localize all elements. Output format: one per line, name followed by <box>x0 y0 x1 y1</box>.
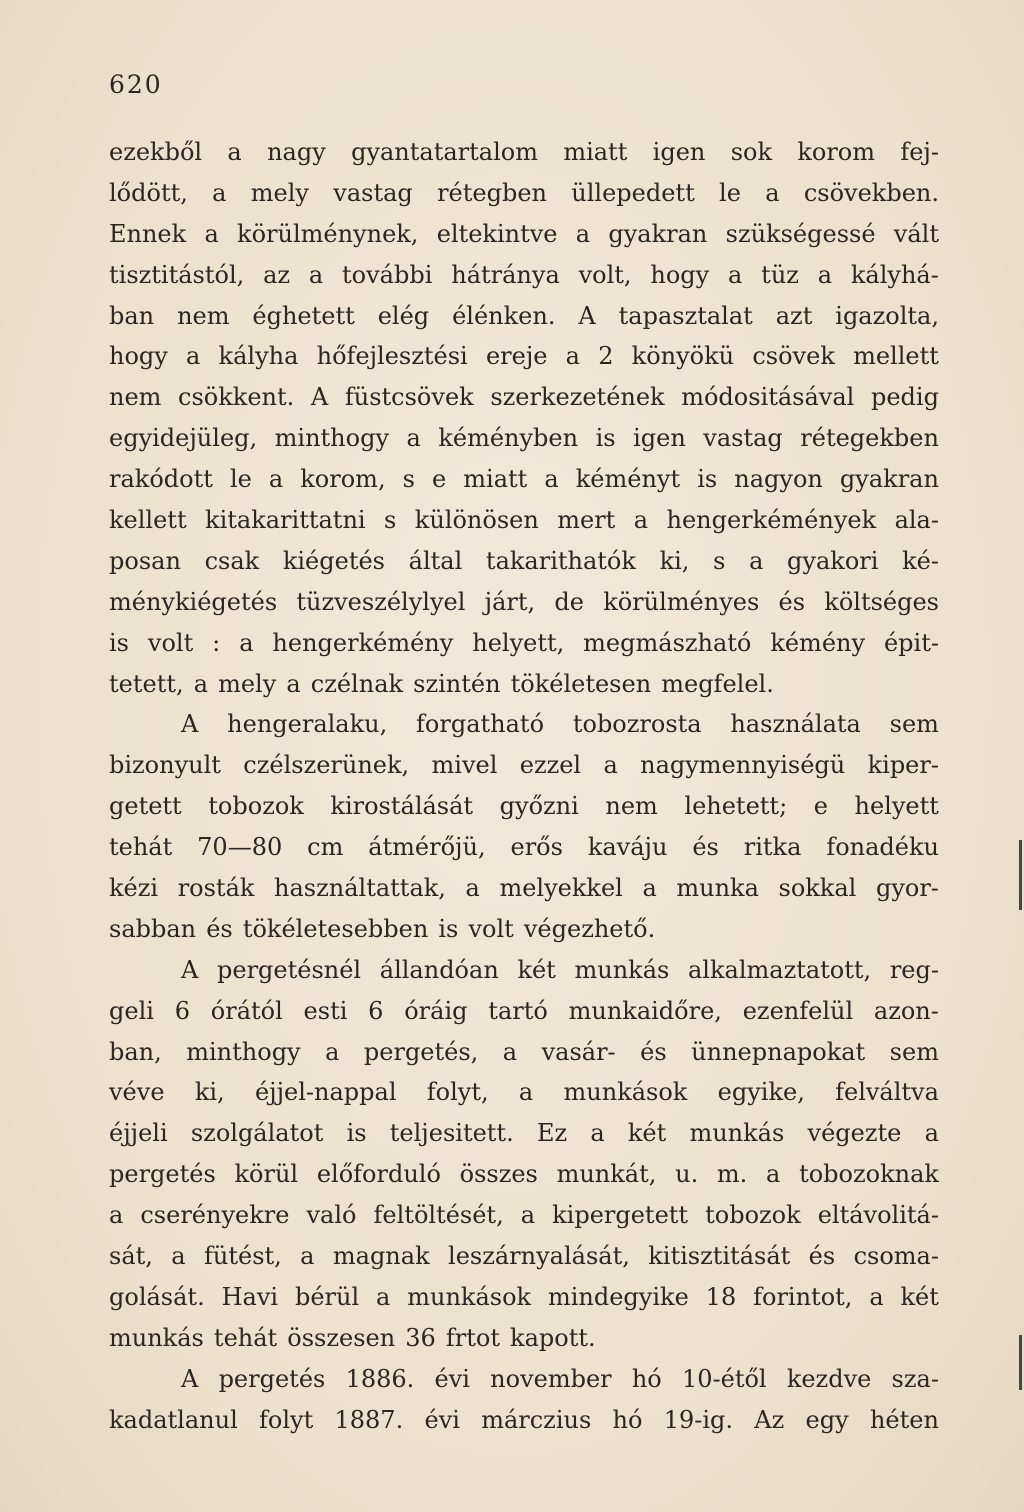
text-line: bizonyult czélszerünek, mivel ezzel a nagymennyiségü kiper- <box>109 751 939 780</box>
text-line: ban nem éghetett elég élénken. A tapasztalat azt igazolta, <box>109 301 939 330</box>
text-line: tisztitástól, az a további hátránya volt, hogy a tüz a kályhá- <box>109 260 939 289</box>
text-line: kadatlanul folyt 1887. évi márczius hó 19-ig. Az egy héten <box>109 1405 939 1434</box>
text-line: a cserényekre való feltöltését, a kipergetett tobozok eltávolitá- <box>109 1201 939 1230</box>
page-edge-mark <box>1019 840 1022 910</box>
text-line: lődött, a mely vastag rétegben üllepedett le a csövekben. <box>109 178 939 207</box>
text-line: getett tobozok kirostálását győzni nem lehetett; e helyett <box>109 792 939 821</box>
text-line: ezekből a nagy gyantatartalom miatt igen sok korom fej- <box>109 138 939 166</box>
text-line: A hengeralaku, forgatható tobozrosta használata sem <box>181 710 939 739</box>
text-line: Ennek a körülménynek, eltekintve a gyakran szükségessé vált <box>109 219 939 248</box>
text-line: geli 6 órától esti 6 óráig tartó munkaidőre, ezenfelül azon- <box>109 996 939 1025</box>
body-text <box>109 132 939 1441</box>
text-line: ban, minthogy a pergetés, a vasár- és ünnepnapokat sem <box>109 1037 939 1066</box>
page-edge-mark <box>1019 1335 1022 1390</box>
text-line: kellett kitakarittatni s különösen mert a hengerkémények ala- <box>109 506 939 535</box>
page-number: 620 <box>109 70 163 99</box>
text-line: tehát 70—80 cm átmérőjü, erős kaváju és ritka fonadéku <box>109 833 939 862</box>
text-line: pergetés körül előforduló összes munkát, u. m. a tobozoknak <box>109 1160 939 1189</box>
text-line: A pergetésnél állandóan két munkás alkalmaztatott, reg- <box>181 955 939 984</box>
text-line: is volt : a hengerkémény helyett, megmászható kémény épit- <box>109 628 939 657</box>
text-line: rakódott le a korom, s e miatt a kéményt is nagyon gyakran <box>109 465 939 494</box>
text-line: ménykiégetés tüzveszélylyel járt, de körülményes és költséges <box>109 587 939 616</box>
text-line: A pergetés 1886. évi november hó 10-étől kezdve sza- <box>181 1364 939 1393</box>
text-line: golását. Havi bérül a munkások mindegyike 18 forintot, a két <box>109 1282 939 1311</box>
text-line: nem csökkent. A füstcsövek szerkezetének módositásával pedig <box>109 383 939 412</box>
text-line: hogy a kályha hőfejlesztési ereje a 2 könyökü csövek mellett <box>109 342 939 371</box>
text-line: sabban és tökéletesebben is volt végezhető. <box>109 914 656 943</box>
text-line: sát, a fütést, a magnak leszárnyalását, kitisztitását és csoma- <box>109 1242 939 1271</box>
text-line: munkás tehát összesen 36 frtot kapott. <box>109 1323 596 1352</box>
text-line: tetett, a mely a czélnak szintén tökéletesen megfelel. <box>109 669 774 698</box>
text-line: posan csak kiégetés által takarithatók ki, s a gyakori ké- <box>109 546 939 575</box>
text-line: egyidejüleg, minthogy a kéményben is igen vastag rétegekben <box>109 424 939 453</box>
text-line: kézi rosták használtattak, a melyekkel a munka sokkal gyor- <box>109 874 939 903</box>
text-line: véve ki, éjjel-nappal folyt, a munkások egyike, felváltva <box>109 1078 939 1107</box>
text-line: éjjeli szolgálatot is teljesitett. Ez a két munkás végezte a <box>109 1119 939 1148</box>
